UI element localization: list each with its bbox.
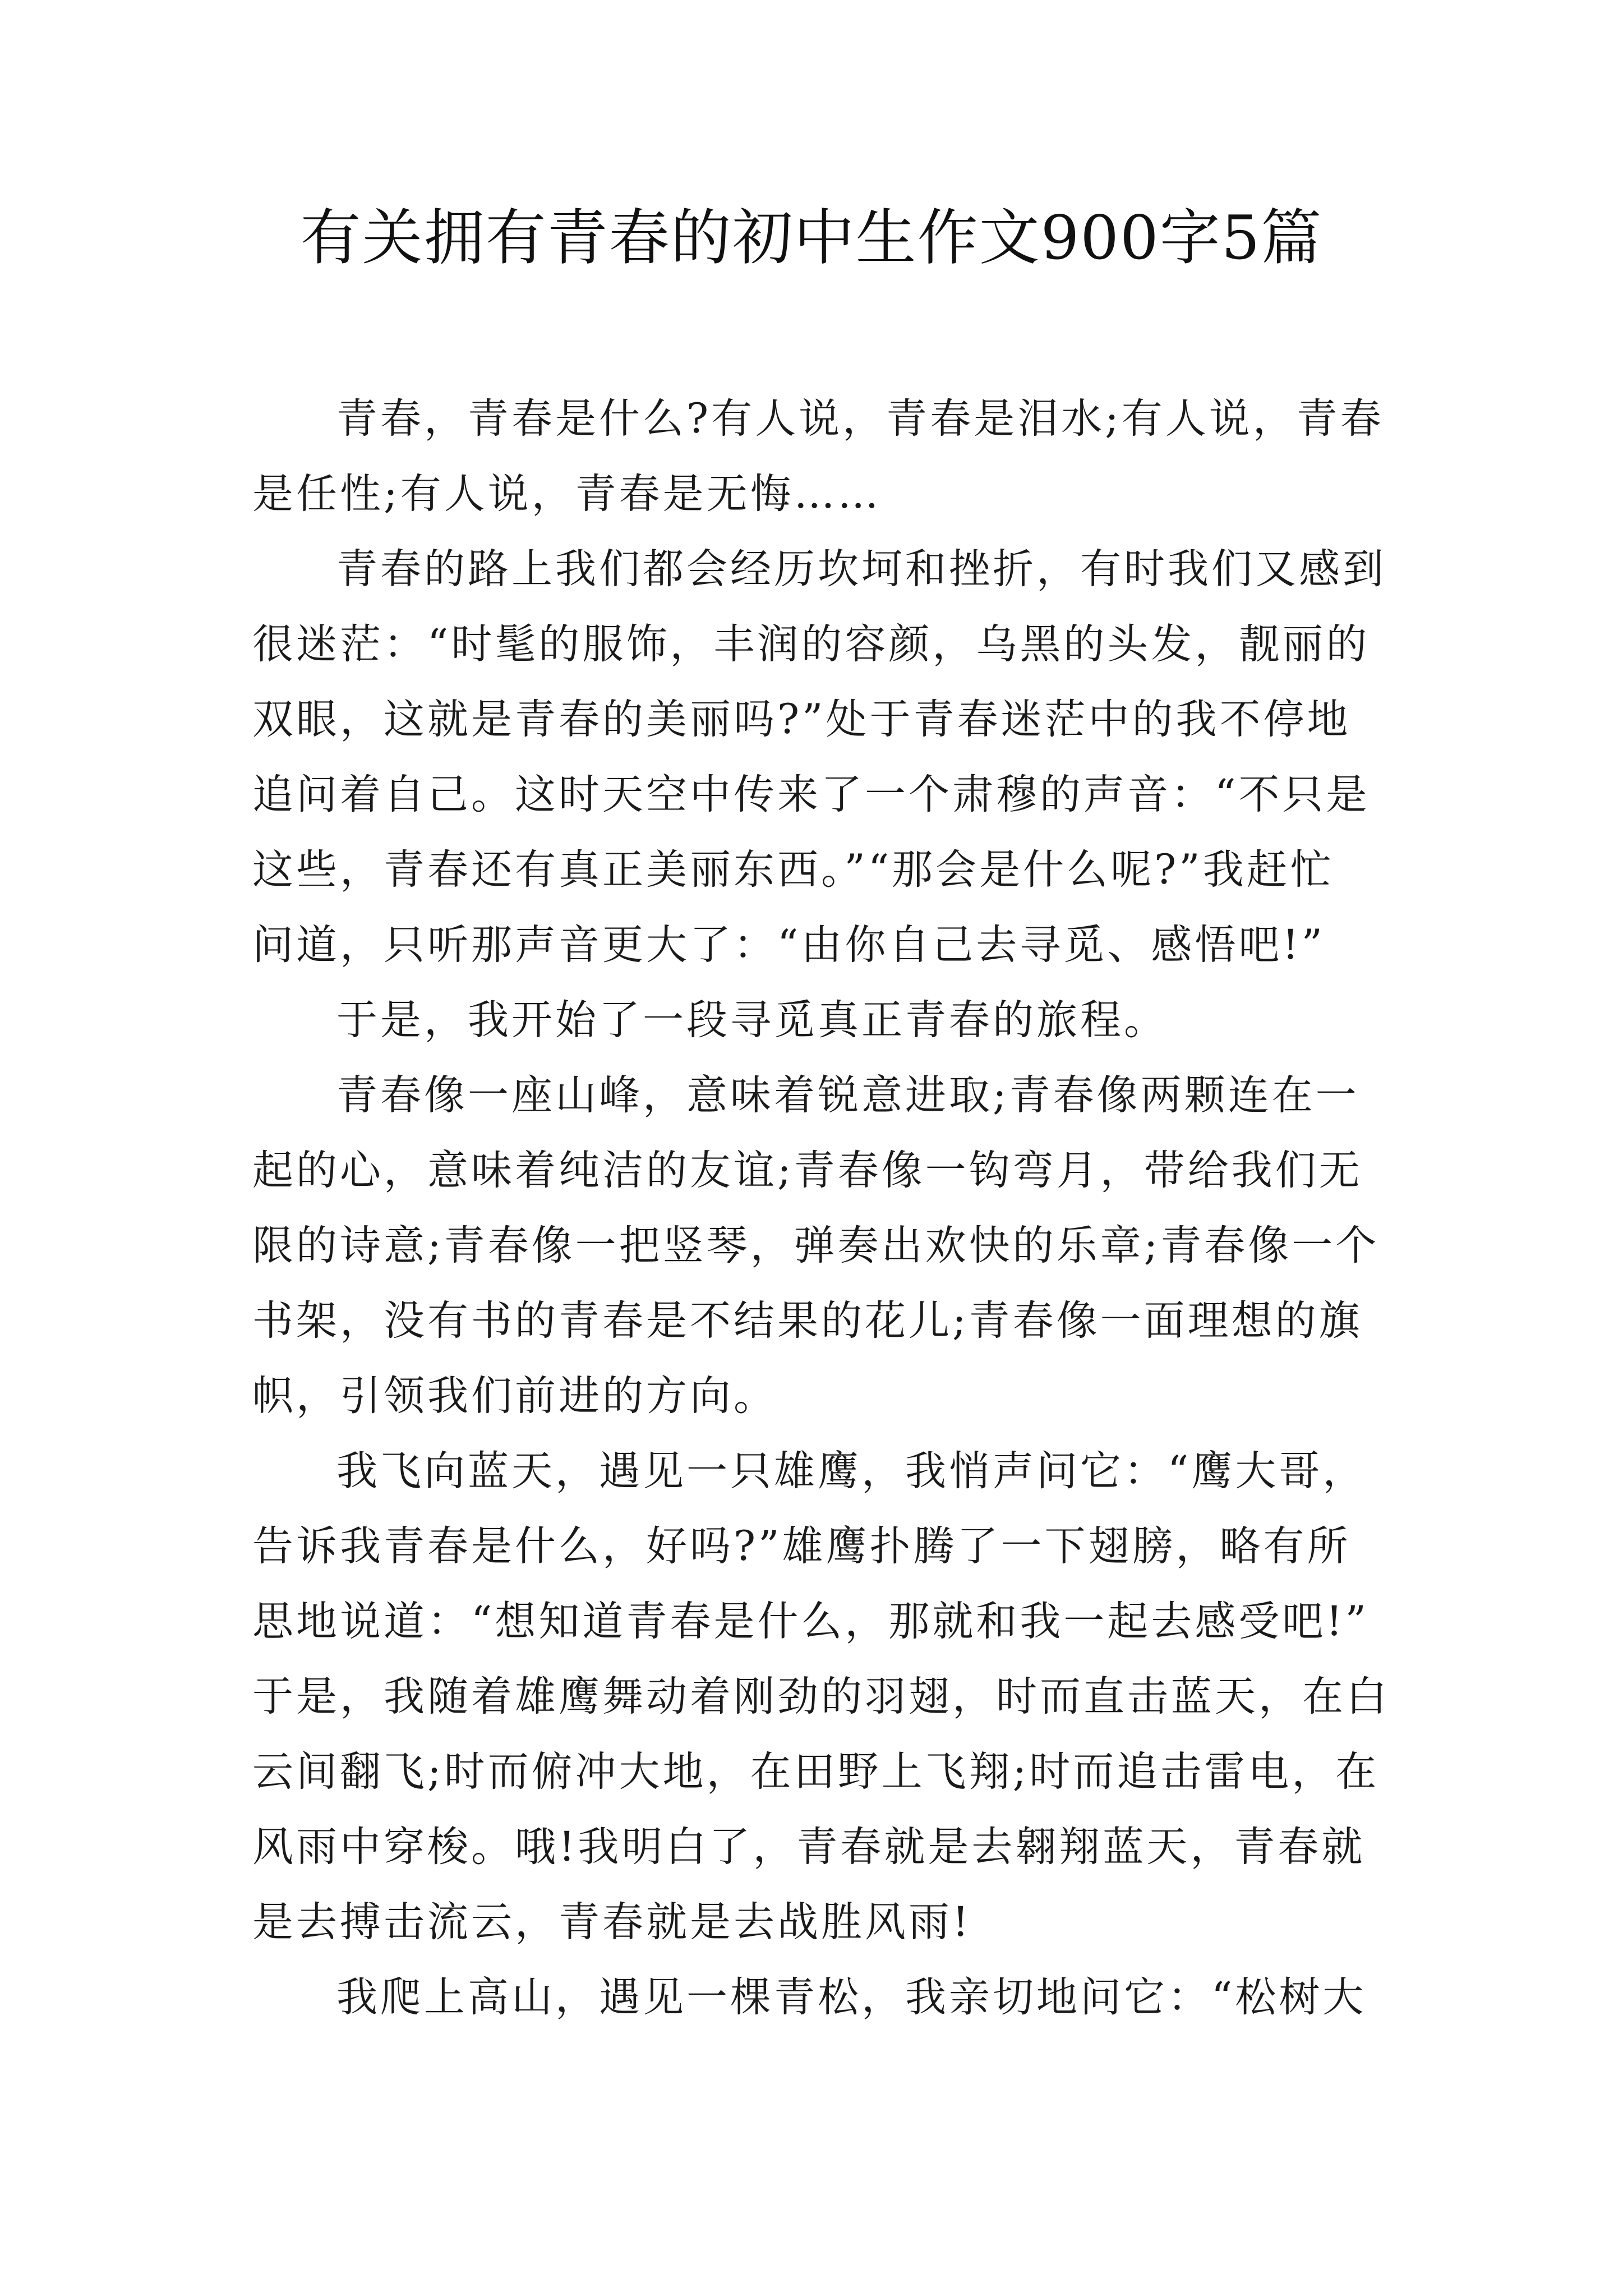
text-line: 云间翻飞;时而俯冲大地，在田野上飞翔;时而追击雷电，在 <box>252 1748 1380 1796</box>
text-line: 追问着自己。这时天空中传来了一个肃穆的声音：“不只是 <box>252 771 1370 818</box>
paragraph <box>252 1058 1380 1434</box>
text-line: 帜，引领我们前进的方向。 <box>252 1372 777 1420</box>
text-line: 这些，青春还有真正美丽东西。”“那会是什么呢?”我赶忙 <box>252 846 1334 894</box>
text-line: 书架，没有书的青春是不结果的花儿;青春像一面理想的旗 <box>252 1297 1363 1345</box>
text-line: 思地说道：“想知道青春是什么，那就和我一起去感受吧!” <box>252 1598 1369 1645</box>
text-line: 很迷茫：“时髦的服饰，丰润的容颜，乌黑的头发，靓丽的 <box>252 620 1370 668</box>
paragraph <box>252 1434 1390 1960</box>
text-line: 是任性;有人说，青春是无悔…… <box>252 470 882 518</box>
text-line: 于是，我开始了一段寻觅真正青春的旅程。 <box>336 996 1168 1044</box>
paragraph <box>252 983 1380 1058</box>
text-line: 告诉我青春是什么，好吗?”雄鹰扑腾了一下翅膀，略有所 <box>252 1522 1351 1570</box>
document-body <box>252 381 1390 2035</box>
text-line: 是去搏击流云，青春就是去战胜风雨! <box>252 1898 972 1946</box>
text-line: 青春像一座山峰，意味着锐意进取;青春像两颗连在一 <box>336 1071 1359 1119</box>
paragraph <box>252 1960 1380 2035</box>
text-line: 我飞向蓝天，遇见一只雄鹰，我悄声问它：“鹰大哥， <box>336 1447 1367 1495</box>
text-line: 起的心，意味着纯洁的友谊;青春像一钩弯月，带给我们无 <box>252 1147 1363 1194</box>
text-line: 问道，只听那声音更大了：“由你自己去寻觅、感悟吧!” <box>252 921 1325 969</box>
document-title: 有关拥有青春的初中生作文900字5篇 <box>300 203 1323 273</box>
text-line: 于是，我随着雄鹰舞动着刚劲的羽翅，时而直击蓝天，在白 <box>252 1673 1390 1720</box>
text-line: 风雨中穿梭。哦!我明白了，青春就是去翱翔蓝天，青春就 <box>252 1823 1366 1871</box>
text-line: 我爬上高山，遇见一棵青松，我亲切地问它：“松树大 <box>336 1973 1367 2021</box>
text-line: 青春的路上我们都会经历坎坷和挫折，有时我们又感到 <box>336 545 1386 593</box>
text-line: 青春，青春是什么?有人说，青春是泪水;有人说，青春 <box>336 395 1384 443</box>
paragraph <box>252 381 1384 532</box>
text-line: 双眼，这就是青春的美丽吗?”处于青春迷茫中的我不停地 <box>252 696 1351 743</box>
paragraph <box>252 532 1386 983</box>
text-line: 限的诗意;青春像一把竖琴，弹奏出欢快的乐章;青春像一个 <box>252 1222 1380 1269</box>
